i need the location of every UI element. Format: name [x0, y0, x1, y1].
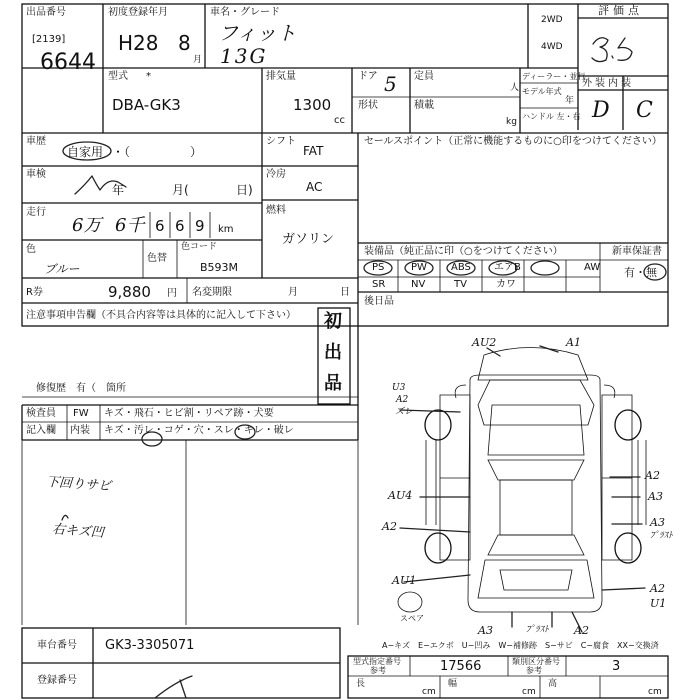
history-rest: ・（ ） [112, 145, 203, 159]
color-value: ブルー [44, 262, 80, 276]
sales-point-label: セールスポイント（正常に機能するものに○印をつけてください） [364, 136, 662, 147]
name-deadline-month: 月 [288, 287, 298, 298]
equip-leather: カワ [496, 279, 516, 290]
type-label: 型式 [108, 71, 128, 82]
capacity-label: 定員 [414, 71, 434, 82]
equip-tv: TV [454, 279, 467, 290]
chassis-value: GK3-3305071 [105, 638, 195, 653]
cert-value: 17566 [440, 659, 482, 674]
rating-value [600, 32, 602, 33]
cert-label: 型式指定番号 [353, 657, 401, 666]
inspection-day-suffix: 日) [236, 183, 253, 197]
color-code-label: 色コード [181, 242, 218, 252]
mark-a2-left: A2 [396, 395, 409, 405]
equip-nv: NV [411, 279, 426, 290]
color-code: B593M [200, 261, 239, 274]
dim-length: 長 [356, 679, 366, 689]
displacement-label: 排気量 [266, 71, 296, 82]
dim-width-unit: cm [522, 687, 536, 697]
shape-label: 形状 [358, 100, 378, 111]
stamp-first: 初 [324, 311, 342, 332]
inspector-label: 検査員 [26, 408, 56, 419]
mark-a1: A1 [566, 336, 581, 349]
history-private: 自家用 [67, 145, 104, 159]
load-label: 積載 [414, 100, 434, 111]
dealer-label: ディーラー・並行 [522, 72, 586, 81]
mileage-label: 走行 [26, 207, 46, 218]
ac-value: AC [306, 180, 323, 194]
rating-interior: C [636, 98, 653, 123]
first-reg-label: 初度登録年月 [108, 7, 168, 18]
mark-zure: ズレ [395, 407, 414, 417]
chassis-label: 車台番号 [37, 640, 77, 651]
mileage-sen: 6千 [115, 215, 145, 236]
mileage-digit-2: 6 [175, 217, 185, 235]
ext-int-label: 外装内装 [582, 78, 634, 89]
legend: A−キズ E−エクボ U−凹み W−補修跡 S−サビ C−腐食 XX−交換済 [382, 641, 659, 650]
inspector-line1: キズ・飛石・ヒビ割・リペア跡・犬要 [104, 408, 274, 419]
mileage-unit: km [218, 224, 234, 235]
warranty-value: 有・無 [624, 266, 657, 279]
drive-2wd: 2WD [541, 15, 563, 25]
model-name: フィット [218, 21, 297, 45]
handwritten-note-2: 右キズ凹 [51, 522, 105, 541]
mark-au2: AU2 [472, 336, 497, 349]
mileage-digit-1: 6 [155, 217, 165, 235]
rating-exterior: D [592, 98, 610, 123]
mark-a3-right-2: A3 [650, 516, 665, 529]
dim-height: 高 [548, 679, 558, 689]
fuel-label: 燃料 [266, 205, 286, 216]
inspector-fw: FW [73, 408, 89, 419]
repair-history: 修復歴 有（ 箇所 [36, 383, 126, 394]
mark-a3-right: A3 [648, 490, 663, 503]
equip-airbag: エアB [494, 262, 521, 273]
inspector-label2: 記入欄 [26, 425, 56, 436]
mark-a2-right: A2 [645, 469, 660, 482]
handle-label: ハンドル 左・右 [522, 112, 581, 121]
shift-label: シフト [266, 136, 296, 147]
inspector-line2: キズ・汚レ・コゲ・穴・スレ・キレ・破レ [104, 425, 294, 436]
name-deadline-label: 名変期限 [192, 287, 232, 298]
inspector-interior: 内装 [70, 425, 90, 436]
inspection-label: 車検 [26, 169, 46, 180]
registration-label: 登録番号 [37, 675, 77, 686]
mark-a2-rear: A2 [650, 582, 665, 595]
model-year-unit: 年 [565, 96, 575, 106]
capacity-unit: 人 [510, 83, 520, 93]
lot-number: 6644 [40, 50, 96, 75]
dim-length-unit: cm [422, 687, 436, 697]
notes-label: 注意事項申告欄（不具合内容等は具体的に記入して下さい） [26, 310, 296, 321]
dim-height-unit: cm [648, 687, 662, 697]
stamp-item: 品 [324, 373, 342, 394]
doors-value: 5 [384, 72, 397, 96]
model-grade: 13G [220, 44, 268, 68]
first-reg-month-suffix: 月 [193, 55, 203, 65]
mark-plast-bottom: ﾌﾟﾗｽﾄ [526, 625, 549, 635]
lot-label: 出品番号 [26, 7, 66, 18]
spare-label: スペア [400, 614, 424, 623]
mark-a2-bottom: A2 [574, 624, 589, 637]
drive-4wd: 4WD [541, 42, 563, 52]
equip-sr: SR [372, 279, 386, 290]
equip-aw: AW [584, 262, 601, 273]
mileage-digit-3: 9 [195, 217, 205, 235]
recycle-label: R券 [26, 287, 43, 298]
recycle-value: 9,880 [108, 283, 151, 301]
cert-sub: 参考 [370, 666, 386, 675]
recycle-unit: 円 [167, 288, 177, 299]
displacement-unit: cc [334, 115, 345, 126]
rating-label: 評価点 [598, 4, 643, 17]
inspection-year-suffix: 年 [112, 183, 125, 197]
type-mark: * [146, 71, 151, 82]
color-change-label: 色替 [147, 253, 167, 264]
mark-u1: U1 [650, 597, 667, 610]
equip-ps: PS [372, 262, 385, 273]
load-unit: kg [506, 117, 517, 127]
class-label: 類別区分番号 [512, 657, 560, 666]
equip-pw: PW [411, 262, 427, 273]
doors-label: ドア [358, 71, 378, 82]
name-deadline-day: 日 [340, 287, 350, 298]
fuel-value: ガソリン [282, 232, 335, 247]
mark-au4: AU4 [388, 489, 413, 502]
rear-label: 後日品 [364, 296, 394, 307]
first-reg-month: 8 [178, 31, 191, 55]
model-year-label: モデル年式 [522, 87, 562, 96]
handwritten-note-1: 下回りサビ [45, 474, 112, 495]
stamp-out: 出 [324, 342, 342, 363]
model-label: 車名・グレード [210, 7, 280, 18]
dim-width: 幅 [448, 679, 458, 689]
color-label: 色 [26, 244, 36, 255]
inspection-month-suffix: 月( [172, 183, 189, 197]
warranty-label: 新車保証書 [612, 246, 662, 257]
equip-abs: ABS [451, 262, 471, 273]
mark-au1: AU1 [392, 574, 417, 587]
type-value: DBA-GK3 [112, 96, 181, 114]
history-label: 車歴 [26, 136, 46, 147]
equipment-label: 装備品（純正品に印（○をつけてください） [364, 246, 563, 257]
mark-u3: U3 [392, 383, 406, 393]
ac-label: 冷房 [266, 169, 286, 180]
mark-plast-right: ﾌﾟﾗｽﾄ [650, 531, 673, 541]
mark-a3-bottom: A3 [478, 624, 493, 637]
displacement-value: 1300 [293, 96, 332, 114]
first-reg-year: H28 [118, 31, 159, 55]
class-value: 3 [612, 659, 621, 674]
mileage-man: 6万 [72, 215, 102, 236]
shift-value: FAT [303, 144, 324, 158]
mark-a2-door: A2 [382, 520, 397, 533]
class-sub: 参考 [526, 666, 542, 675]
car-diagram [398, 346, 646, 632]
lot-code: [2139] [32, 34, 66, 45]
